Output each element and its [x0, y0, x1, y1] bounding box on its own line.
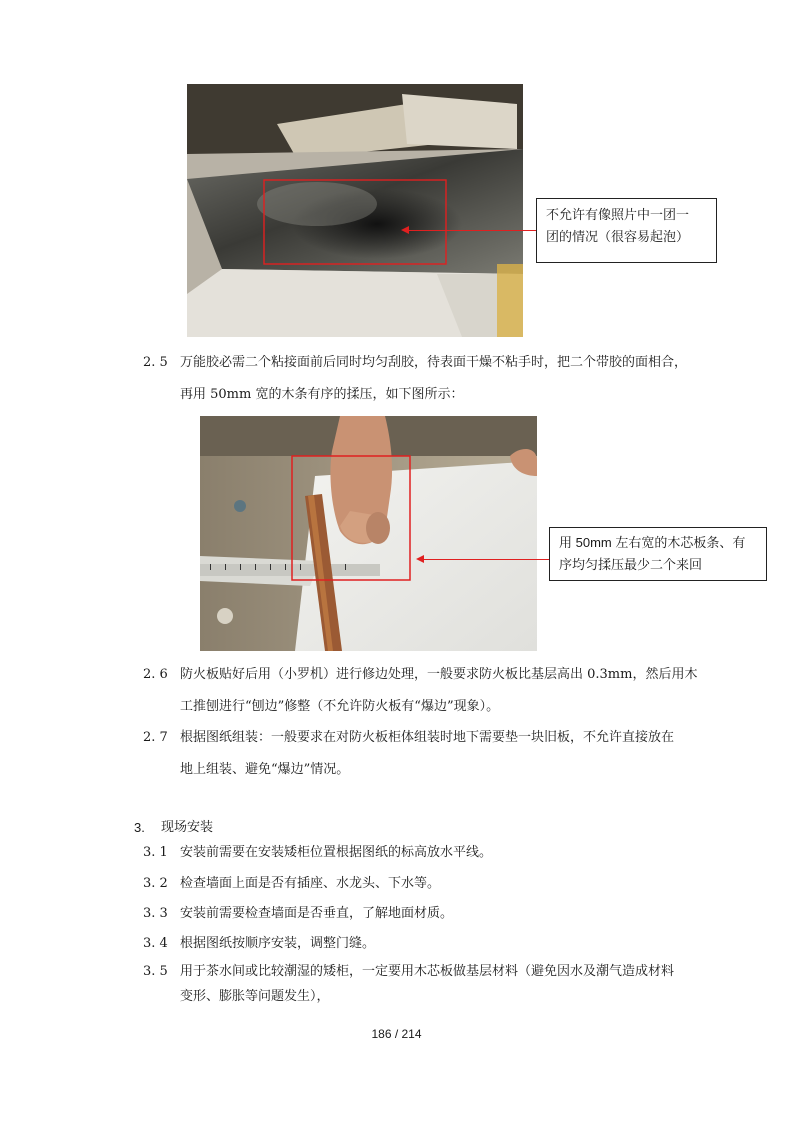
item-text: 再用 50mm 宽的木条有序的揉压，如下图所示： — [180, 387, 464, 402]
item-text: 用于茶水间或比较潮湿的矮柜，一定要用木芯板做基层材料（避免因水及潮气造成材料 — [180, 964, 675, 979]
item-number: 2. 5 — [143, 355, 168, 370]
item-text: 根据图纸组装：一般要求在对防火板柜体组装时地下需要垫一块旧板，不允许直接放在 — [180, 730, 675, 745]
item-number: 2. 7 — [143, 730, 168, 745]
item-text: 安装前需要在安装矮柜位置根据图纸的标高放水平线。 — [180, 845, 493, 860]
item-text: 安装前需要检查墙面是否垂直，了解地面材质。 — [180, 906, 454, 921]
item-text: 万能胶必需二个粘接面前后同时均匀刮胶，待表面干燥不粘手时，把二个带胶的面相合， — [180, 355, 688, 370]
callout-line: 不允许有像照片中一团一 — [546, 208, 690, 223]
item-number: 3. 1 — [143, 845, 168, 860]
item-text: 防火板贴好后用（小罗机）进行修边处理，一般要求防火板比基层高出 0.3mm，然后用木 — [180, 667, 698, 682]
page-number: 186 / 214 — [371, 1027, 422, 1041]
section-number: 3. — [134, 820, 145, 835]
callout-line: 序均匀揉压最少二个来回 — [559, 557, 703, 572]
item-text: 检查墙面上面是否有插座、水龙头、下水等。 — [180, 876, 441, 891]
callout-line: 团的情况（很容易起泡） — [546, 230, 690, 245]
callout-arrow — [403, 230, 536, 231]
photo-pressing-strip — [200, 416, 537, 651]
item-text: 变形、膨胀等问题发生）， — [180, 989, 330, 1004]
callout-arrow — [418, 559, 549, 560]
item-text: 根据图纸按顺序安装，调整门缝。 — [180, 936, 376, 951]
item-number: 3. 5 — [143, 964, 168, 979]
callout-glue-bubbles — [536, 198, 717, 263]
callout-line: 用 50mm 左右宽的木芯板条、有 — [559, 535, 746, 550]
item-number: 3. 4 — [143, 936, 168, 951]
photo-glue-bubbles — [187, 84, 523, 337]
section-title: 现场安装 — [161, 820, 214, 835]
item-number: 2. 6 — [143, 667, 168, 682]
item-text: 地上组装、避免“爆边”情况。 — [180, 762, 350, 777]
item-number: 3. 3 — [143, 906, 168, 921]
callout-pressing-strip — [549, 527, 767, 581]
item-text: 工推刨进行“刨边”修整（不允许防火板有“爆边”现象）。 — [180, 699, 500, 714]
item-number: 3. 2 — [143, 876, 168, 891]
